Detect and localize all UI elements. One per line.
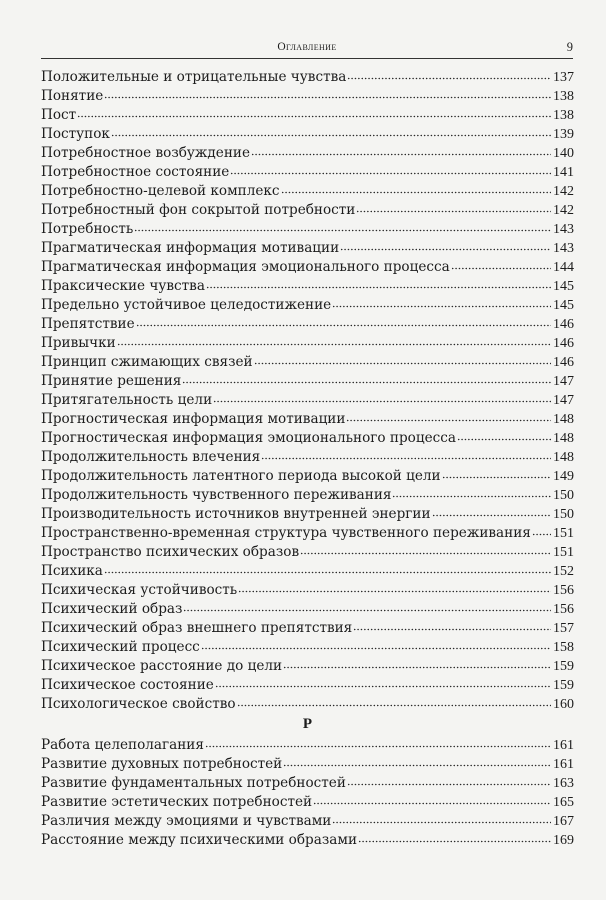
toc-entry	[41, 600, 574, 619]
toc-entry-title: Расстояние между психическими образами	[41, 832, 358, 848]
dot-leader	[205, 745, 551, 748]
dot-leader	[347, 783, 551, 786]
toc-entry-page: 139	[553, 127, 574, 142]
toc-entry	[41, 467, 574, 486]
toc-entry	[41, 695, 574, 714]
dot-leader	[451, 267, 551, 270]
toc-entry-page: 156	[553, 583, 574, 598]
toc-entry-title: Психологическое свойство	[41, 696, 236, 712]
toc-entry-page: 159	[553, 678, 574, 693]
toc-entry	[41, 831, 574, 850]
toc-entry	[41, 144, 574, 163]
toc-entry-page: 140	[553, 146, 574, 161]
dot-leader	[313, 802, 551, 805]
toc-entry-title: Потребностное возбуждение	[41, 145, 250, 161]
toc-entry-title: Притягательность цели	[41, 392, 213, 408]
toc-entry	[41, 736, 574, 755]
toc-entry	[41, 505, 574, 524]
dot-leader	[283, 764, 551, 767]
toc-entry-page: 163	[553, 776, 574, 791]
toc-entry-page: 151	[553, 526, 574, 541]
toc-entry-page: 149	[553, 469, 574, 484]
dot-leader	[254, 362, 551, 365]
toc-entry-page: 143	[553, 241, 574, 256]
toc-entry	[41, 353, 574, 372]
toc-entry	[41, 87, 574, 106]
dot-leader	[283, 666, 551, 669]
toc-entry-title: Привычки	[41, 335, 116, 351]
toc-entry	[41, 448, 574, 467]
dot-leader	[356, 210, 551, 213]
dot-leader	[230, 172, 551, 175]
dot-leader	[183, 609, 551, 612]
dot-leader	[238, 590, 551, 593]
toc-entry-page: 150	[553, 488, 574, 503]
running-header-title: Оглавление	[277, 41, 337, 53]
toc-entry	[41, 581, 574, 600]
toc-entry-title: Психическая устойчивость	[41, 582, 238, 598]
toc-entry-page: 160	[553, 697, 574, 712]
toc-entry	[41, 410, 574, 429]
dot-leader	[392, 495, 551, 498]
toc-entry-page: 138	[553, 108, 574, 123]
toc-entry-title: Потребностный фон сокрытой потребности	[41, 202, 356, 218]
toc-entry-page: 152	[553, 564, 574, 579]
toc-entry-title: Продолжительность чувственного переживания	[41, 487, 392, 503]
toc-section-p	[41, 68, 574, 714]
toc-entry-page: 147	[553, 374, 574, 389]
dot-leader	[281, 191, 552, 194]
toc-entry-title: Развитие фундаментальных потребностей	[41, 775, 346, 791]
dot-leader	[111, 134, 551, 137]
header-rule	[41, 58, 573, 59]
toc-entry-title: Развитие духовных потребностей	[41, 756, 283, 772]
toc-entry-page: 159	[553, 659, 574, 674]
toc-entry	[41, 258, 574, 277]
toc-entry-title: Потребность	[41, 221, 134, 237]
toc-entry	[41, 163, 574, 182]
dot-leader	[134, 229, 551, 232]
dot-leader	[104, 571, 551, 574]
dot-leader	[432, 514, 551, 517]
dot-leader	[206, 286, 551, 289]
page-number: 9	[566, 40, 573, 54]
toc-entry-title: Пост	[41, 107, 77, 123]
toc-entry-title: Положительные и отрицательные чувства	[41, 69, 347, 85]
toc-entry-page: 165	[553, 795, 574, 810]
toc-entry	[41, 524, 574, 543]
dot-leader	[332, 305, 551, 308]
toc-entry	[41, 812, 574, 831]
toc-entry-page: 146	[553, 317, 574, 332]
toc-entry-page: 148	[553, 412, 574, 427]
toc-entry	[41, 562, 574, 581]
toc-entry-page: 157	[553, 621, 574, 636]
toc-entry-page: 148	[553, 450, 574, 465]
toc-entry-title: Праксические чувства	[41, 278, 205, 294]
dot-leader	[251, 153, 551, 156]
dot-leader	[353, 628, 551, 631]
toc-entry-page: 151	[553, 545, 574, 560]
toc-entry	[41, 182, 574, 201]
toc-entry	[41, 676, 574, 695]
toc-entry	[41, 106, 574, 125]
toc-entry-title: Прагматическая информация мотивации	[41, 240, 340, 256]
toc-entry-page: 161	[553, 738, 574, 753]
toc-section-r	[41, 736, 574, 850]
toc-entry	[41, 774, 574, 793]
toc-entry-page: 138	[553, 89, 574, 104]
toc-entry	[41, 657, 574, 676]
toc-entry-title: Пространственно-временная структура чувственного переживания	[41, 525, 531, 541]
toc-entry	[41, 334, 574, 353]
toc-entry-title: Принцип сжимающих связей	[41, 354, 253, 370]
toc-entry-title: Продолжительность влечения	[41, 449, 261, 465]
toc-entry-title: Понятие	[41, 88, 104, 104]
toc-entry-page: 144	[553, 260, 574, 275]
dot-leader	[261, 457, 551, 460]
toc-entry-title: Работа целеполагания	[41, 737, 204, 753]
toc-entry-title: Развитие эстетических потребностей	[41, 794, 313, 810]
dot-leader	[347, 77, 551, 80]
toc-entry-page: 167	[553, 814, 574, 829]
toc-entry-title: Психический процесс	[41, 639, 200, 655]
toc-entry-page: 146	[553, 336, 574, 351]
toc-entry-title: Принятие решения	[41, 373, 182, 389]
toc-entry-page: 142	[553, 203, 574, 218]
toc-entry-title: Психический образ	[41, 601, 183, 617]
toc-entry-page: 145	[553, 298, 574, 313]
dot-leader	[213, 400, 551, 403]
section-letter: Р	[302, 716, 313, 732]
dot-leader	[201, 647, 551, 650]
page-header	[41, 38, 573, 58]
dot-leader	[215, 685, 551, 688]
dot-leader	[332, 821, 551, 824]
toc-entry-title: Различия между эмоциями и чувствами	[41, 813, 332, 829]
dot-leader	[182, 381, 551, 384]
toc-entry	[41, 543, 574, 562]
toc-entry	[41, 239, 574, 258]
toc-entry-title: Потребностно-целевой комплекс	[41, 183, 280, 199]
toc-entry-page: 142	[553, 184, 574, 199]
toc-entry	[41, 315, 574, 334]
toc-entry	[41, 619, 574, 638]
toc-entry-title: Производительность источников внутренней энергии	[41, 506, 431, 522]
toc-entry-page: 161	[553, 757, 574, 772]
toc-entry-title: Продолжительность латентного периода высокой цели	[41, 468, 441, 484]
toc-entry-page: 158	[553, 640, 574, 655]
toc-entry-title: Поступок	[41, 126, 110, 142]
toc-entry-title: Предельно устойчивое целедостижение	[41, 297, 332, 313]
toc-entry-page: 156	[553, 602, 574, 617]
toc-entry	[41, 793, 574, 812]
dot-leader	[237, 704, 551, 707]
toc-entry-page: 150	[553, 507, 574, 522]
toc-entry-page: 137	[553, 70, 574, 85]
toc-entry	[41, 429, 574, 448]
toc-entry-title: Прогностическая информация эмоционального процесса	[41, 430, 456, 446]
dot-leader	[117, 343, 551, 346]
dot-leader	[442, 476, 551, 479]
toc-entry-page: 141	[553, 165, 574, 180]
toc-entry	[41, 486, 574, 505]
toc-entry-title: Потребностное состояние	[41, 164, 230, 180]
dot-leader	[340, 248, 551, 251]
toc-entry	[41, 201, 574, 220]
toc-entry	[41, 755, 574, 774]
toc-entry-page: 143	[553, 222, 574, 237]
dot-leader	[532, 533, 551, 536]
toc-entry-page: 145	[553, 279, 574, 294]
toc-entry-title: Психическое состояние	[41, 677, 214, 693]
toc-entry	[41, 277, 574, 296]
dot-leader	[358, 840, 551, 843]
toc-entry	[41, 68, 574, 87]
toc-entry-title: Пространство психических образов	[41, 544, 300, 560]
toc-entry-title: Психическое расстояние до цели	[41, 658, 283, 674]
toc-entry	[41, 296, 574, 315]
toc-entry	[41, 220, 574, 239]
dot-leader	[136, 324, 551, 327]
dot-leader	[457, 438, 551, 441]
toc-entry-title: Психика	[41, 563, 103, 579]
dot-leader	[77, 115, 551, 118]
dot-leader	[346, 419, 551, 422]
toc-entry-page: 146	[553, 355, 574, 370]
toc-entry-title: Психический образ внешнего препятствия	[41, 620, 353, 636]
toc-entry	[41, 638, 574, 657]
toc-entry	[41, 391, 574, 410]
toc-entry	[41, 372, 574, 391]
toc-entry-page: 148	[553, 431, 574, 446]
toc-entry-title: Прогностическая информация мотивации	[41, 411, 346, 427]
dot-leader	[104, 96, 551, 99]
toc-entry-page: 169	[553, 833, 574, 848]
dot-leader	[300, 552, 551, 555]
toc-entry	[41, 125, 574, 144]
toc-entry-page: 147	[553, 393, 574, 408]
toc-entry-title: Прагматическая информация эмоционального процесса	[41, 259, 450, 275]
toc-entry-title: Препятствие	[41, 316, 135, 332]
